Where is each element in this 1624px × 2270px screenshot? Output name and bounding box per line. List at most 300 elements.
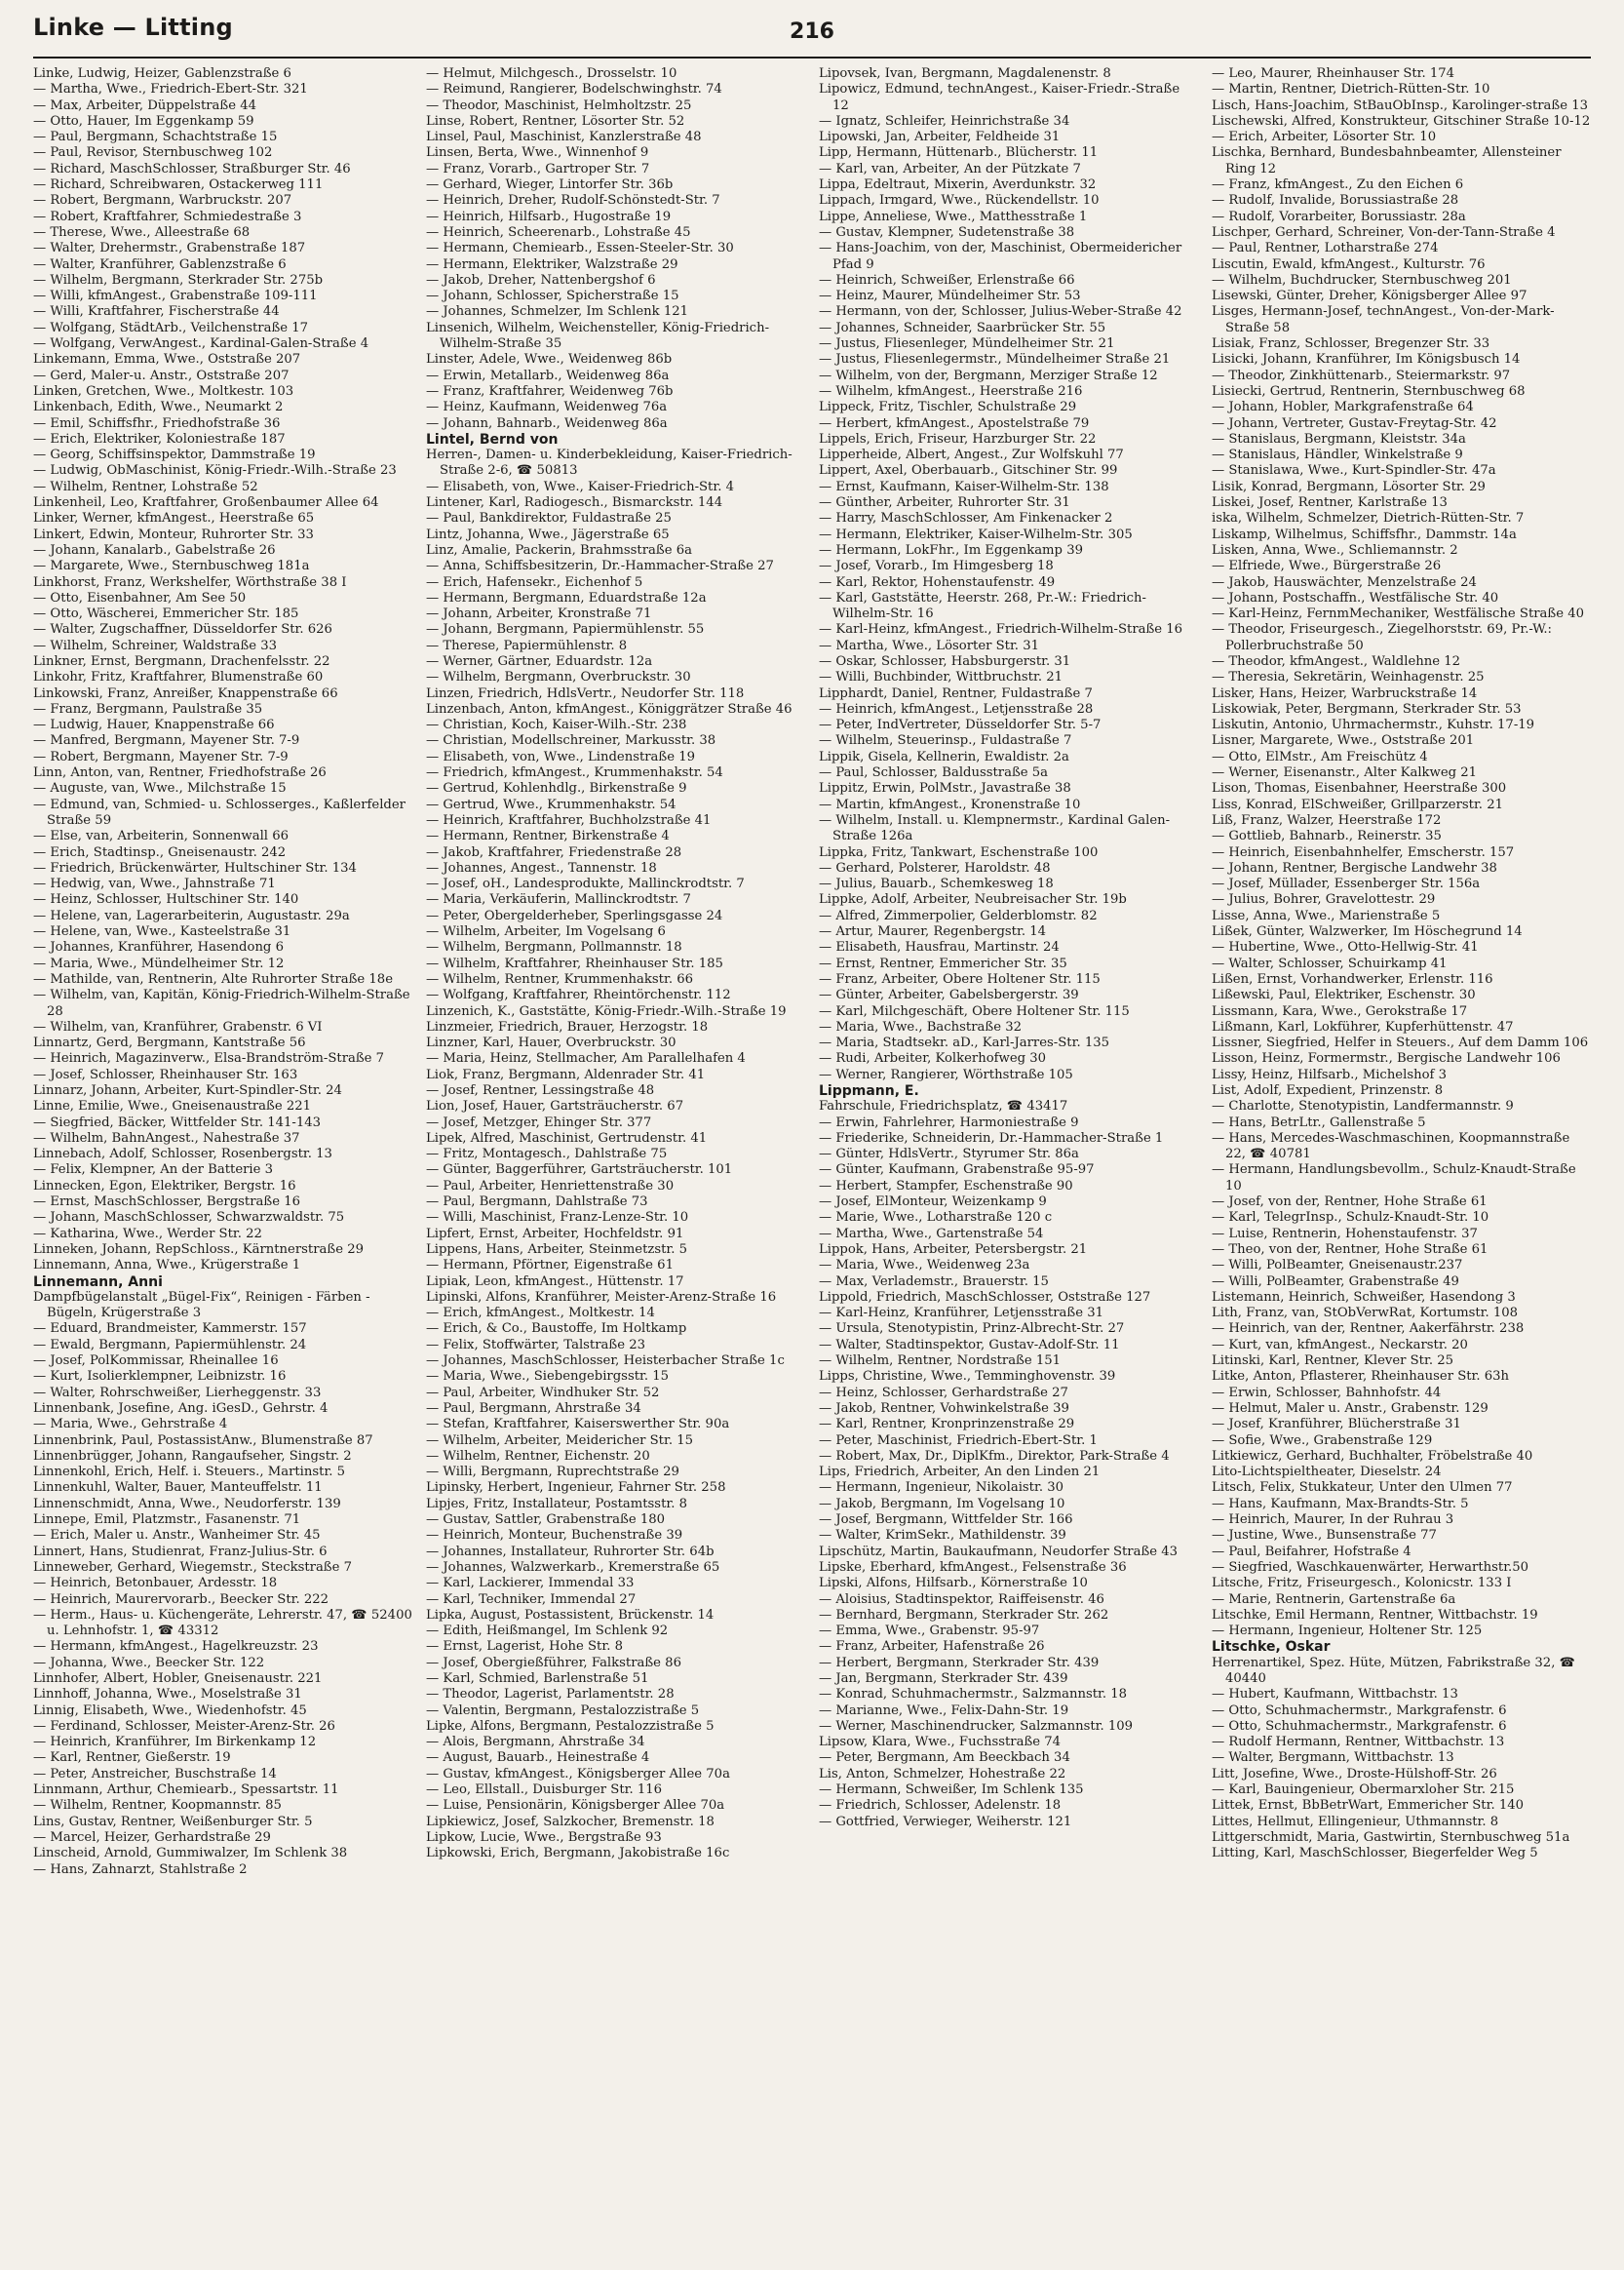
directory-entry: — Otto, Schuhmachermstr., Markgrafenstr. 6 bbox=[1212, 1702, 1507, 1718]
directory-entry: — Gerhard, Polsterer, Haroldstr. 48 bbox=[819, 860, 1051, 876]
directory-entry: — Wilhelm, Bergmann, Sterkrader Str. 275b bbox=[33, 272, 324, 288]
directory-entry: — Martha, Wwe., Gartenstraße 54 bbox=[819, 1226, 1044, 1241]
directory-entry: — Paul, Beifahrer, Hofstraße 4 bbox=[1212, 1544, 1411, 1559]
directory-entry: — Fritz, Montagesch., Dahlstraße 75 bbox=[426, 1147, 668, 1162]
directory-entry: Lintz, Johanna, Wwe., Jägerstraße 65 bbox=[426, 527, 670, 542]
directory-entry: — Rudolf, Invalide, Borussiastraße 28 bbox=[1212, 193, 1459, 209]
directory-entry: — Herm., Haus- u. Küchengeräte, Lehrerstr. 47, ☎ 52400 u. Lehnhofstr. 1, ☎ 43312 bbox=[33, 1607, 412, 1639]
directory-entry: — Peter, Obergelderheber, Sperlingsgasse 24 bbox=[426, 908, 723, 923]
directory-entry: — Aloisius, Stadtinspektor, Raiffeisenstr. 46 bbox=[819, 1591, 1104, 1607]
directory-entry: — Paul, Arbeiter, Henriettenstraße 30 bbox=[426, 1178, 675, 1194]
directory-entry: — Charlotte, Stenotypistin, Landfermannstr. 9 bbox=[1212, 1099, 1514, 1115]
directory-entry: Litt, Josefine, Wwe., Droste-Hülshoff-Str. 26 bbox=[1212, 1766, 1497, 1781]
directory-entry: — Justine, Wwe., Bunsenstraße 77 bbox=[1212, 1528, 1437, 1544]
directory-entry: — Jakob, Kraftfahrer, Friedenstraße 28 bbox=[426, 844, 682, 860]
directory-entry: Lisik, Konrad, Bergmann, Lösorter Str. 29 bbox=[1212, 479, 1486, 494]
directory-entry: — Ernst, Rentner, Emmericher Str. 35 bbox=[819, 956, 1067, 971]
directory-entry: Linzenich, K., Gaststätte, König-Friedr.-Wilh.-Straße 19 bbox=[426, 1003, 787, 1019]
directory-entry: — Erich, Hafensekr., Eichenhof 5 bbox=[426, 574, 643, 590]
directory-entry: — Josef, ElMonteur, Weizenkamp 9 bbox=[819, 1194, 1047, 1210]
directory-entry: — Wilhelm, Kraftfahrer, Rheinhauser Str. 185 bbox=[426, 956, 723, 971]
directory-entry: — Kurt, van, kfmAngest., Neckarstr. 20 bbox=[1212, 1337, 1468, 1352]
directory-entry: Lißmann, Karl, Lokführer, Kupferhüttenstr. 47 bbox=[1212, 1019, 1514, 1035]
directory-entry: Linnmann, Arthur, Chemiearb., Spessartstr. 11 bbox=[33, 1782, 339, 1798]
directory-entry: Lipinsky, Herbert, Ingenieur, Fahrner Str. 258 bbox=[426, 1480, 726, 1496]
directory-entry: — August, Bauarb., Heinestraße 4 bbox=[426, 1750, 650, 1766]
directory-entry: — Heinrich, Kranführer, Im Birkenkamp 12 bbox=[33, 1735, 317, 1750]
directory-entry: — Friedrich, Brückenwärter, Hultschiner Str. 134 bbox=[33, 860, 357, 876]
directory-entry: Linkemann, Emma, Wwe., Oststraße 207 bbox=[33, 352, 301, 368]
directory-entry: — Karl, van, Arbeiter, An der Pützkate 7 bbox=[819, 161, 1081, 176]
directory-entry: Linzenbach, Anton, kfmAngest., Königgrätzer Straße 46 bbox=[426, 701, 793, 717]
directory-entry: — Franz, Bergmann, Paulstraße 35 bbox=[33, 701, 263, 717]
directory-entry: — Karl-Heinz, FernmMechaniker, Westfälische Straße 40 bbox=[1212, 607, 1585, 622]
directory-entry: Lisicki, Johann, Kranführer, Im Königsbusch 14 bbox=[1212, 352, 1521, 368]
directory-entry: — Robert, Max, Dr., DiplKfm., Direktor, Park-Straße 4 bbox=[819, 1448, 1170, 1464]
directory-entry: Linn, Anton, van, Rentner, Friedhofstraße 26 bbox=[33, 765, 327, 781]
directory-entry: Linneweber, Gerhard, Wiegemstr., Steckstraße 7 bbox=[33, 1559, 353, 1575]
directory-entry: — Josef, Vorarb., Im Himgesberg 18 bbox=[819, 559, 1054, 574]
directory-entry: — Maria, Wwe., Gehrstraße 4 bbox=[33, 1417, 228, 1432]
directory-entry: — Erich, Maler u. Anstr., Wanheimer Str. 45 bbox=[33, 1528, 321, 1544]
directory-entry: Lipowski, Jan, Arbeiter, Feldheide 31 bbox=[819, 130, 1061, 145]
directory-entry: Linnemann, Anna, Wwe., Krügerstraße 1 bbox=[33, 1258, 301, 1273]
directory-entry: Linnig, Elisabeth, Wwe., Wiedenhofstr. 45 bbox=[33, 1702, 307, 1718]
directory-entry: — Günter, Arbeiter, Gabelsbergerstr. 39 bbox=[819, 988, 1079, 1003]
directory-entry: — Hans, BetrLtr., Gallenstraße 5 bbox=[1212, 1115, 1426, 1130]
directory-entry: — Maria, Heinz, Stellmacher, Am Parallelhafen 4 bbox=[426, 1051, 746, 1067]
directory-entry: Linken, Gretchen, Wwe., Moltkestr. 103 bbox=[33, 383, 294, 399]
directory-entry: — Hubertine, Wwe., Otto-Hellwig-Str. 41 bbox=[1212, 940, 1479, 956]
directory-entry: Litschke, Emil Hermann, Rentner, Wittbachstr. 19 bbox=[1212, 1607, 1538, 1623]
directory-entry: Linnenkohl, Erich, Helf. i. Steuers., Martinstr. 5 bbox=[33, 1465, 346, 1480]
directory-entry: Linkenbach, Edith, Wwe., Neumarkt 2 bbox=[33, 400, 284, 415]
directory-entry: Lissy, Heinz, Hilfsarb., Michelshof 3 bbox=[1212, 1067, 1447, 1082]
directory-entry: — Paul, Bergmann, Ahrstraße 34 bbox=[426, 1400, 641, 1416]
column-3 bbox=[819, 66, 1198, 2256]
directory-entry: — Otto, ElMstr., Am Freischütz 4 bbox=[1212, 749, 1428, 764]
directory-entry: — Max, Arbeiter, Düppelstraße 44 bbox=[33, 98, 256, 113]
directory-entry: — Wilhelm, Rentner, Nordstraße 151 bbox=[819, 1353, 1062, 1369]
directory-entry: Lipske, Eberhard, kfmAngest., Felsenstraße 36 bbox=[819, 1559, 1127, 1575]
directory-entry: — Willi, Bergmann, Ruprechtstraße 29 bbox=[426, 1465, 679, 1480]
directory-entry: Linz, Amalie, Packerin, Brahmsstraße 6a bbox=[426, 542, 692, 558]
directory-entry: — Elisabeth, von, Wwe., Lindenstraße 19 bbox=[426, 749, 696, 764]
directory-entry: — Walter, Rohrschweißer, Lierheggenstr. 33 bbox=[33, 1385, 322, 1400]
directory-entry: Linsel, Paul, Maschinist, Kanzlerstraße 48 bbox=[426, 130, 702, 145]
directory-entry: — Karl-Heinz, kfmAngest., Friedrich-Wilhelm-Straße 16 bbox=[819, 622, 1183, 638]
directory-entry: Lipschütz, Martin, Baukaufmann, Neudorfer Straße 43 bbox=[819, 1544, 1179, 1559]
directory-entry: — Martin, kfmAngest., Kronenstraße 10 bbox=[819, 797, 1081, 812]
column-1 bbox=[33, 66, 412, 2256]
directory-entry: — Hubert, Kaufmann, Wittbachstr. 13 bbox=[1212, 1687, 1458, 1702]
directory-entry: — Heinz, Schlosser, Hultschiner Str. 140 bbox=[33, 892, 299, 908]
directory-entry: — Leo, Maurer, Rheinhauser Str. 174 bbox=[1212, 66, 1455, 81]
directory-entry: — Herbert, Stampfer, Eschenstraße 90 bbox=[819, 1178, 1073, 1194]
directory-entry: — Walter, Drehermstr., Grabenstraße 187 bbox=[33, 241, 306, 256]
directory-entry: — Jakob, Dreher, Nattenbergshof 6 bbox=[426, 272, 656, 288]
directory-entry: Linnenbrügger, Johann, Rangaufseher, Singstr. 2 bbox=[33, 1448, 352, 1464]
directory-entry: — Werner, Maschinendrucker, Salzmannstr. 109 bbox=[819, 1718, 1134, 1734]
directory-entry: — Siegfried, Waschkauenwärter, Herwarthstr.50 bbox=[1212, 1559, 1529, 1575]
directory-entry: Lips, Friedrich, Arbeiter, An den Linden 21 bbox=[819, 1465, 1101, 1480]
directory-entry: Lipek, Alfred, Maschinist, Gertrudenstr. 41 bbox=[426, 1130, 708, 1146]
directory-entry: — Hermann, Pförtner, Eigenstraße 61 bbox=[426, 1258, 674, 1273]
directory-entry: — Luise, Pensionärin, Königsberger Allee 70a bbox=[426, 1798, 725, 1814]
directory-entry: Linnartz, Gerd, Bergmann, Kantstraße 56 bbox=[33, 1036, 306, 1051]
directory-entry: Lisiecki, Gertrud, Rentnerin, Sternbuschweg 68 bbox=[1212, 383, 1526, 399]
directory-entry: Lippach, Irmgard, Wwe., Rückendellstr. 10 bbox=[819, 193, 1100, 209]
directory-entry: Liskei, Josef, Rentner, Karlstraße 13 bbox=[1212, 495, 1448, 511]
directory-entry: Linne, Emilie, Wwe., Gneisenaustraße 221 bbox=[33, 1099, 312, 1115]
directory-entry: Lito-Lichtspieltheater, Dieselstr. 24 bbox=[1212, 1465, 1442, 1480]
directory-entry: — Siegfried, Bäcker, Wittfelder Str. 141-143 bbox=[33, 1115, 322, 1130]
directory-entry: — Erwin, Schlosser, Bahnhofstr. 44 bbox=[1212, 1385, 1442, 1400]
directory-entry: — Willi, PolBeamter, Gneisenaustr.237 bbox=[1212, 1258, 1463, 1273]
directory-entry: — Johann, Schlosser, Spicherstraße 15 bbox=[426, 289, 679, 304]
directory-entry: — Friederike, Schneiderin, Dr.-Hammacher-Straße 1 bbox=[819, 1130, 1164, 1146]
directory-entry: — Bernhard, Bergmann, Sterkrader Str. 262 bbox=[819, 1607, 1109, 1623]
directory-entry: — Ernst, Lagerist, Hohe Str. 8 bbox=[426, 1639, 623, 1655]
directory-entry: — Helmut, Milchgesch., Drosselstr. 10 bbox=[426, 66, 677, 81]
directory-entry: Lisker, Hans, Heizer, Warbruckstraße 14 bbox=[1212, 685, 1478, 701]
directory-entry: — Walter, KrimSekr., Mathildenstr. 39 bbox=[819, 1528, 1066, 1544]
directory-entry: — Peter, Maschinist, Friedrich-Ebert-Str. 1 bbox=[819, 1432, 1098, 1448]
directory-entry: Lippok, Hans, Arbeiter, Petersbergstr. 21 bbox=[819, 1241, 1088, 1257]
directory-entry: Littgerschmidt, Maria, Gastwirtin, Sternbuschweg 51a bbox=[1212, 1829, 1570, 1845]
directory-entry: Lintener, Karl, Radiogesch., Bismarckstr. 144 bbox=[426, 495, 723, 511]
directory-entry: — Wolfgang, StädtArb., Veilchenstraße 17 bbox=[33, 320, 309, 335]
directory-entry: — Jakob, Rentner, Vohwinkelstraße 39 bbox=[819, 1400, 1069, 1416]
directory-entry: Lissner, Siegfried, Helfer in Steuers., Auf dem Damm 106 bbox=[1212, 1036, 1589, 1051]
directory-entry: — Maria, Wwe., Bachstraße 32 bbox=[819, 1019, 1022, 1035]
directory-entry: — Willi, PolBeamter, Grabenstraße 49 bbox=[1212, 1273, 1459, 1289]
directory-entry: — Ernst, MaschSchlosser, Bergstraße 16 bbox=[33, 1194, 300, 1210]
directory-entry: Lisken, Anna, Wwe., Schliemannstr. 2 bbox=[1212, 542, 1458, 558]
directory-entry: — Franz, Vorarb., Gartroper Str. 7 bbox=[426, 161, 650, 176]
directory-entry: — Emma, Wwe., Grabenstr. 95-97 bbox=[819, 1624, 1040, 1639]
directory-entry: — Peter, Anstreicher, Buschstraße 14 bbox=[33, 1766, 277, 1781]
directory-entry: — Franz, Arbeiter, Obere Holtener Str. 115 bbox=[819, 971, 1101, 987]
directory-entry: — Wilhelm, kfmAngest., Heerstraße 216 bbox=[819, 383, 1083, 399]
directory-entry: — Theo, von der, Rentner, Hohe Straße 61 bbox=[1212, 1241, 1489, 1257]
directory-entry: — Heinrich, Magazinverw., Elsa-Brandström-Straße 7 bbox=[33, 1051, 385, 1067]
directory-entry: Linnenbank, Josefine, Ang. iGesD., Gehrstr. 4 bbox=[33, 1400, 329, 1416]
directory-entry: Lißek, Günter, Walzwerker, Im Höschegrund 14 bbox=[1212, 924, 1523, 940]
directory-entry: — Johann, MaschSchlosser, Schwarzwaldstr. 75 bbox=[33, 1210, 345, 1226]
directory-entry: — Johann, Vertreter, Gustav-Freytag-Str. 42 bbox=[1212, 415, 1497, 431]
directory-entry: — Julius, Bohrer, Gravelottestr. 29 bbox=[1212, 892, 1436, 908]
directory-entry: Lipiak, Leon, kfmAngest., Hüttenstr. 17 bbox=[426, 1273, 684, 1289]
directory-entry: — Johannes, Schmelzer, Im Schlenk 121 bbox=[426, 304, 689, 320]
directory-entry: — Franz, kfmAngest., Zu den Eichen 6 bbox=[1212, 177, 1464, 193]
directory-entry: — Günter, Kaufmann, Grabenstraße 95-97 bbox=[819, 1162, 1095, 1178]
directory-entry: — Heinz, Schlosser, Gerhardstraße 27 bbox=[819, 1385, 1068, 1400]
directory-entry: Lith, Franz, van, StObVerwRat, Kortumstr. 108 bbox=[1212, 1306, 1519, 1321]
directory-entry: — Hermann, LokFhr., Im Eggenkamp 39 bbox=[819, 542, 1083, 558]
directory-entry: — Josef, Obergießführer, Falkstraße 86 bbox=[426, 1655, 681, 1670]
directory-entry: — Leo, Ellstall., Duisburger Str. 116 bbox=[426, 1782, 663, 1798]
directory-entry: — Robert, Kraftfahrer, Schmiedestraße 3 bbox=[33, 209, 302, 224]
directory-entry: — Luise, Rentnerin, Hohenstaufenstr. 37 bbox=[1212, 1226, 1478, 1241]
directory-entry: Linnhofer, Albert, Hobler, Gneisenaustr. 221 bbox=[33, 1670, 323, 1686]
directory-entry: — Martha, Wwe., Friedrich-Ebert-Str. 321 bbox=[33, 82, 308, 98]
directory-entry: — Paul, Rentner, Lotharstraße 274 bbox=[1212, 241, 1439, 256]
directory-entry: — Johannes, Kranführer, Hasendong 6 bbox=[33, 940, 284, 956]
directory-entry: Linsen, Berta, Wwe., Winnenhof 9 bbox=[426, 145, 649, 161]
directory-entry: — Karl, Rentner, Gießerstr. 19 bbox=[33, 1750, 231, 1766]
directory-entry: Lion, Josef, Hauer, Gartsträucherstr. 67 bbox=[426, 1099, 684, 1115]
directory-entry: — Friedrich, kfmAngest., Krummenhakstr. 54 bbox=[426, 765, 723, 781]
directory-entry: — Paul, Bergmann, Dahlstraße 73 bbox=[426, 1194, 648, 1210]
directory-entry: — Günther, Arbeiter, Ruhrorter Str. 31 bbox=[819, 495, 1070, 511]
directory-entry: — Hermann, Ingenieur, Nikolaistr. 30 bbox=[819, 1480, 1063, 1496]
directory-entry: Lißen, Ernst, Vorhandwerker, Erlenstr. 116 bbox=[1212, 971, 1493, 987]
directory-entry: — Harry, MaschSchlosser, Am Finkenacker 2 bbox=[819, 511, 1113, 527]
directory-entry: — Hermann, Bergmann, Eduardstraße 12a bbox=[426, 590, 707, 606]
directory-entry: — Robert, Bergmann, Mayener Str. 7-9 bbox=[33, 749, 289, 764]
directory-entry: Littes, Hellmut, Ellingenieur, Uthmannstr. 8 bbox=[1212, 1814, 1499, 1829]
directory-entry: — Walter, Kranführer, Gablenzstraße 6 bbox=[33, 256, 287, 272]
directory-entry: Lipinski, Alfons, Kranführer, Meister-Arenz-Straße 16 bbox=[426, 1289, 777, 1305]
directory-entry: — Marcel, Heizer, Gerhardstraße 29 bbox=[33, 1829, 271, 1845]
directory-entry: — Wilhelm, van, Kapitän, König-Friedrich-Wilhelm-Straße 28 bbox=[33, 988, 410, 1019]
directory-entry: — Heinrich, Betonbauer, Ardesstr. 18 bbox=[33, 1576, 278, 1591]
directory-entry: Lippke, Adolf, Arbeiter, Neubreisacher Str. 19b bbox=[819, 892, 1127, 908]
directory-entry: — Johann, Hobler, Markgrafenstraße 64 bbox=[1212, 400, 1474, 415]
directory-entry: — Johann, Arbeiter, Kronstraße 71 bbox=[426, 607, 652, 622]
directory-entry: — Heinrich, Maurer, In der Ruhrau 3 bbox=[1212, 1512, 1454, 1528]
page-header bbox=[33, 14, 1591, 59]
directory-entry: — Rudolf Hermann, Rentner, Wittbachstr. 13 bbox=[1212, 1735, 1505, 1750]
directory-entry: Lison, Thomas, Eisenbahner, Heerstraße 300 bbox=[1212, 781, 1507, 797]
directory-entry: — Mathilde, van, Rentnerin, Alte Ruhrorter Straße 18e bbox=[33, 971, 394, 987]
directory-entry: — Hans, Kaufmann, Max-Brandts-Str. 5 bbox=[1212, 1496, 1469, 1511]
directory-entry: — Sofie, Wwe., Grabenstraße 129 bbox=[1212, 1432, 1433, 1448]
directory-entry: — Elfriede, Wwe., Bürgerstraße 26 bbox=[1212, 559, 1442, 574]
directory-entry: — Martha, Wwe., Lösorter Str. 31 bbox=[819, 638, 1039, 653]
directory-entry: Lipfert, Ernst, Arbeiter, Hochfeldstr. 91 bbox=[426, 1226, 684, 1241]
directory-entry: — Justus, Fliesenlegermstr., Mündelheimer Straße 21 bbox=[819, 352, 1171, 368]
directory-entry: Linneken, Johann, RepSchloss., Kärntnerstraße 29 bbox=[33, 1241, 364, 1257]
directory-entry: — Maria, Wwe., Weidenweg 23a bbox=[819, 1258, 1030, 1273]
directory-entry: Fahrschule, Friedrichsplatz, ☎ 43417 bbox=[819, 1099, 1068, 1115]
directory-entry: — Christian, Modellschreiner, Markusstr. 38 bbox=[426, 733, 716, 749]
directory-entry: Litke, Anton, Pflasterer, Rheinhauser Str. 63h bbox=[1212, 1369, 1510, 1385]
directory-entry: — Wolfgang, Kraftfahrer, Rheintörchenstr. 112 bbox=[426, 988, 731, 1003]
directory-entry: — Auguste, van, Wwe., Milchstraße 15 bbox=[33, 781, 287, 797]
directory-entry: — Marie, Rentnerin, Gartenstraße 6a bbox=[1212, 1591, 1456, 1607]
directory-entry: — Heinrich, Scheerenarb., Lohstraße 45 bbox=[426, 224, 691, 240]
directory-entry: — Maria, Verkäuferin, Mallinckrodtstr. 7 bbox=[426, 892, 691, 908]
directory-entry: — Ewald, Bergmann, Papiermühlenstr. 24 bbox=[33, 1337, 307, 1352]
directory-entry: — Hedwig, van, Wwe., Jahnstraße 71 bbox=[33, 877, 276, 892]
directory-entry: — Johannes, Walzwerkarb., Kremerstraße 65 bbox=[426, 1559, 720, 1575]
directory-entry: Linnarz, Johann, Arbeiter, Kurt-Spindler-Str. 24 bbox=[33, 1083, 342, 1098]
directory-entry: Lippe, Anneliese, Wwe., Matthesstraße 1 bbox=[819, 209, 1088, 224]
directory-entry: Lisewski, Günter, Dreher, Königsberger Allee 97 bbox=[1212, 289, 1527, 304]
directory-entry: Lipps, Christine, Wwe., Temminghovenstr. 39 bbox=[819, 1369, 1116, 1385]
directory-entry: Lissmann, Kara, Wwe., Gerokstraße 17 bbox=[1212, 1003, 1468, 1019]
directory-entry: — Franz, Arbeiter, Hafenstraße 26 bbox=[819, 1639, 1045, 1655]
directory-entry: Lippik, Gisela, Kellnerin, Ewaldistr. 2a bbox=[819, 749, 1069, 764]
directory-entry: — Felix, Klempner, An der Batterie 3 bbox=[33, 1162, 274, 1178]
directory-entry: — Theresia, Sekretärin, Weinhagenstr. 25 bbox=[1212, 670, 1485, 685]
directory-entry: — Walter, Stadtinspektor, Gustav-Adolf-Str. 11 bbox=[819, 1337, 1120, 1352]
directory-entry: — Wilhelm, van, Kranführer, Grabenstr. 6 VI bbox=[33, 1019, 323, 1035]
directory-entry: Lippert, Axel, Oberbauarb., Gitschiner Str. 99 bbox=[819, 463, 1118, 479]
directory-entry: — Peter, IndVertreter, Düsseldorfer Str. 5-7 bbox=[819, 718, 1102, 733]
directory-entry: — Alfred, Zimmerpolier, Gelderblomstr. 82 bbox=[819, 908, 1098, 923]
directory-entry: — Hermann, Chemiearb., Essen-Steeler-Str. 30 bbox=[426, 241, 734, 256]
directory-entry: — Johann, Bergmann, Papiermühlenstr. 55 bbox=[426, 622, 705, 638]
directory-entry: Litinski, Karl, Rentner, Klever Str. 25 bbox=[1212, 1353, 1454, 1369]
directory-entry: — Wilhelm, von der, Bergmann, Merziger Straße 12 bbox=[819, 368, 1158, 383]
directory-entry: — Walter, Bergmann, Wittbachstr. 13 bbox=[1212, 1750, 1454, 1766]
directory-entry: Linke, Ludwig, Heizer, Gablenzstraße 6 bbox=[33, 66, 291, 81]
directory-entry: — Otto, Hauer, Im Eggenkamp 59 bbox=[33, 113, 254, 129]
directory-entry: Lißewski, Paul, Elektriker, Eschenstr. 30 bbox=[1212, 988, 1476, 1003]
directory-entry: — Rudi, Arbeiter, Kolkerhofweg 30 bbox=[819, 1051, 1047, 1067]
directory-entry: Lipka, August, Postassistent, Brückenstr. 14 bbox=[426, 1607, 715, 1623]
directory-entry: — Johannes, Angest., Tannenstr. 18 bbox=[426, 860, 657, 876]
directory-entry: Lippmann, E. bbox=[819, 1083, 919, 1099]
directory-entry: — Heinrich, van der, Rentner, Aakerfährstr. 238 bbox=[1212, 1321, 1525, 1337]
directory-entry: Littek, Ernst, BbBetrWart, Emmericher Str. 140 bbox=[1212, 1798, 1525, 1814]
directory-entry: — Hans, Mercedes-Waschmaschinen, Koopmannstraße 22, ☎ 40781 bbox=[1212, 1130, 1570, 1162]
directory-entry: — Otto, Eisenbahner, Am See 50 bbox=[33, 590, 247, 606]
directory-entry: — Josef, Metzger, Ehinger Str. 377 bbox=[426, 1115, 652, 1130]
directory-entry: — Josef, Rentner, Lessingstraße 48 bbox=[426, 1083, 655, 1098]
directory-entry: — Rudolf, Vorarbeiter, Borussiastr. 28a bbox=[1212, 209, 1466, 224]
directory-entry: — Josef, oH., Landesprodukte, Mallinckrodtstr. 7 bbox=[426, 877, 745, 892]
directory-entry: Lisiak, Franz, Schlosser, Bregenzer Str. 33 bbox=[1212, 336, 1490, 352]
directory-entry: — Hermann, Ingenieur, Holtener Str. 125 bbox=[1212, 1624, 1483, 1639]
directory-entry: Linnecken, Egon, Elektriker, Bergstr. 16 bbox=[33, 1178, 296, 1194]
directory-entry: — Maria, Stadtsekr. aD., Karl-Jarres-Str. 135 bbox=[819, 1036, 1110, 1051]
directory-entry: Liok, Franz, Bergmann, Aldenrader Str. 41 bbox=[426, 1067, 706, 1082]
directory-entry: Linker, Werner, kfmAngest., Heerstraße 65 bbox=[33, 511, 315, 527]
directory-entry: — Heinz, Kaufmann, Weidenweg 76a bbox=[426, 400, 668, 415]
directory-entry: Lisson, Heinz, Formermstr., Bergische Landwehr 106 bbox=[1212, 1051, 1561, 1067]
directory-entry: — Wilhelm, Bergmann, Pollmannstr. 18 bbox=[426, 940, 682, 956]
directory-entry: — Heinrich, Dreher, Rudolf-Schönstedt-Str. 7 bbox=[426, 193, 720, 209]
directory-entry: — Heinrich, Schweißer, Erlenstraße 66 bbox=[819, 272, 1075, 288]
directory-entry: — Karl, Techniker, Immendal 27 bbox=[426, 1591, 637, 1607]
directory-entry: — Heinrich, Monteur, Buchenstraße 39 bbox=[426, 1528, 683, 1544]
directory-entry: — Christian, Koch, Kaiser-Wilh.-Str. 238 bbox=[426, 718, 687, 733]
directory-entry: — Gustav, Klempner, Sudetenstraße 38 bbox=[819, 224, 1075, 240]
directory-entry: — Hermann, Schweißer, Im Schlenk 135 bbox=[819, 1782, 1084, 1798]
column-4 bbox=[1212, 66, 1591, 2256]
directory-entry: — Helene, van, Lagerarbeiterin, Augustastr. 29a bbox=[33, 908, 350, 923]
directory-entry: Lis, Anton, Schmelzer, Hohestraße 22 bbox=[819, 1766, 1066, 1781]
directory-entry: Lischper, Gerhard, Schreiner, Von-der-Tann-Straße 4 bbox=[1212, 224, 1556, 240]
directory-entry: Linnert, Hans, Studienrat, Franz-Julius-Str. 6 bbox=[33, 1544, 328, 1559]
directory-entry: — Helene, van, Wwe., Kasteelstraße 31 bbox=[33, 924, 291, 940]
directory-entry: — Else, van, Arbeiterin, Sonnenwall 66 bbox=[33, 829, 289, 844]
directory-entry: Lippa, Edeltraut, Mixerin, Averdunkstr. 32 bbox=[819, 177, 1097, 193]
directory-entry: Linnenkuhl, Walter, Bauer, Manteuffelstr. 11 bbox=[33, 1480, 323, 1496]
directory-entry: — Willi, kfmAngest., Grabenstraße 109-111 bbox=[33, 289, 318, 304]
directory-entry: — Theodor, Zinkhüttenarb., Steiermarkstr. 97 bbox=[1212, 368, 1511, 383]
directory-entry: Lipkowski, Erich, Bergmann, Jakobistraße 16c bbox=[426, 1846, 730, 1861]
directory-entry: iska, Wilhelm, Schmelzer, Dietrich-Rütten-Str. 7 bbox=[1212, 511, 1525, 527]
directory-entry: Litsche, Fritz, Friseurgesch., Kolonicstr. 133 I bbox=[1212, 1576, 1512, 1591]
directory-entry: — Elisabeth, Hausfrau, Martinstr. 24 bbox=[819, 940, 1060, 956]
directory-entry: — Werner, Gärtner, Eduardstr. 12a bbox=[426, 653, 653, 669]
directory-entry: Lipsow, Klara, Wwe., Fuchsstraße 74 bbox=[819, 1735, 1062, 1750]
directory-entry: Lisse, Anna, Wwe., Marienstraße 5 bbox=[1212, 908, 1441, 923]
directory-entry: — Edmund, van, Schmied- u. Schlosserges., Kaßlerfelder Straße 59 bbox=[33, 797, 406, 828]
directory-entry: — Alois, Bergmann, Ahrstraße 34 bbox=[426, 1735, 645, 1750]
directory-entry: — Julius, Bauarb., Schemkesweg 18 bbox=[819, 877, 1054, 892]
directory-entry: Liscutin, Ewald, kfmAngest., Kulturstr. 76 bbox=[1212, 256, 1486, 272]
directory-entry: — Otto, Schuhmachermstr., Markgrafenstr. 6 bbox=[1212, 1718, 1507, 1734]
directory-entry: Linkner, Ernst, Bergmann, Drachenfelsstr. 22 bbox=[33, 653, 330, 669]
directory-entry: — Otto, Wäscherei, Emmericher Str. 185 bbox=[33, 607, 299, 622]
directory-entry: Lintel, Bernd von bbox=[426, 431, 559, 448]
directory-entry: — Wilhelm, Steuerinsp., Fuldastraße 7 bbox=[819, 733, 1072, 749]
directory-entry: — Friedrich, Schlosser, Adelenstr. 18 bbox=[819, 1798, 1062, 1814]
directory-entry: — Karl-Heinz, Kranführer, Letjensstraße 31 bbox=[819, 1306, 1103, 1321]
directory-entry: — Heinz, Maurer, Mündelheimer Str. 53 bbox=[819, 289, 1081, 304]
directory-entry: Listemann, Heinrich, Schweißer, Hasendong 3 bbox=[1212, 1289, 1516, 1305]
directory-entry: Linkohr, Fritz, Kraftfahrer, Blumenstraße 60 bbox=[33, 670, 324, 685]
directory-entry: Liss, Konrad, ElSchweißer, Grillparzerstr. 21 bbox=[1212, 797, 1503, 812]
directory-entry: — Josef, Müllader, Essenberger Str. 156a bbox=[1212, 877, 1481, 892]
directory-entry: Linkenheil, Leo, Kraftfahrer, Großenbaumer Allee 64 bbox=[33, 495, 379, 511]
directory-entry: — Paul, Bankdirektor, Fuldastraße 25 bbox=[426, 511, 672, 527]
directory-entry: — Theodor, kfmAngest., Waldlehne 12 bbox=[1212, 653, 1461, 669]
directory-entry: — Stanislaus, Händler, Winkelstraße 9 bbox=[1212, 448, 1463, 463]
directory-entry: — Paul, Bergmann, Schachtstraße 15 bbox=[33, 130, 278, 145]
directory-entry: — Stanislaus, Bergmann, Kleiststr. 34a bbox=[1212, 431, 1466, 447]
directory-entry: List, Adolf, Expedient, Prinzenstr. 8 bbox=[1212, 1083, 1444, 1098]
directory-entry: Lipovsek, Ivan, Bergmann, Magdalenenstr. 8 bbox=[819, 66, 1111, 81]
directory-entry: — Wilhelm, Rentner, Eichenstr. 20 bbox=[426, 1448, 650, 1464]
directory-entry: — Werner, Rangierer, Wörthstraße 105 bbox=[819, 1067, 1073, 1082]
name-range-heading: Linke — Litting bbox=[33, 14, 233, 41]
directory-entry: — Edith, Heißmangel, Im Schlenk 92 bbox=[426, 1624, 669, 1639]
directory-entry: Linsenich, Wilhelm, Weichensteller, König-Friedrich-Wilhelm-Straße 35 bbox=[426, 320, 770, 352]
directory-entry: Lipkow, Lucie, Wwe., Bergstraße 93 bbox=[426, 1829, 662, 1845]
directory-entry: Lipkiewicz, Josef, Salzkocher, Bremenstr. 18 bbox=[426, 1814, 715, 1829]
directory-entry: — Johanna, Wwe., Beecker Str. 122 bbox=[33, 1655, 265, 1670]
directory-entry: — Ignatz, Schleifer, Heinrichstraße 34 bbox=[819, 113, 1070, 129]
directory-entry: — Felix, Stoffwärter, Talstraße 23 bbox=[426, 1337, 645, 1352]
directory-entry: — Johann, Bahnarb., Weidenweg 86a bbox=[426, 415, 668, 431]
directory-entry: — Wilhelm, Arbeiter, Meidericher Str. 15 bbox=[426, 1432, 693, 1448]
directory-entry: — Hermann, von der, Schlosser, Julius-Weber-Straße 42 bbox=[819, 304, 1182, 320]
directory-entry: — Anna, Schiffsbesitzerin, Dr.-Hammacher-Straße 27 bbox=[426, 559, 774, 574]
directory-entry: — Artur, Maurer, Regenbergstr. 14 bbox=[819, 924, 1046, 940]
directory-entry: Herren-, Damen- u. Kinderbekleidung, Kaiser-Friedrich-Straße 2-6, ☎ 50813 bbox=[426, 448, 793, 479]
directory-entry: Liskamp, Wilhelmus, Schiffsfhr., Dammstr. 14a bbox=[1212, 527, 1517, 542]
directory-entry: Herrenartikel, Spez. Hüte, Mützen, Fabrikstraße 32, ☎ 40440 bbox=[1212, 1655, 1576, 1686]
directory-entry: — Helmut, Maler u. Anstr., Grabenstr. 129 bbox=[1212, 1400, 1489, 1416]
directory-entry: — Walter, Zugschaffner, Düsseldorfer Str. 626 bbox=[33, 622, 332, 638]
directory-entry: Liß, Franz, Walzer, Heerstraße 172 bbox=[1212, 812, 1442, 828]
directory-entry: Lischewski, Alfred, Konstrukteur, Gitschiner Straße 10-12 bbox=[1212, 113, 1591, 129]
directory-entry: — Martin, Rentner, Dietrich-Rütten-Str. 10 bbox=[1212, 82, 1490, 98]
directory-entry: — Wilhelm, Buchdrucker, Sternbuschweg 201 bbox=[1212, 272, 1512, 288]
directory-entry: — Johannes, Schneider, Saarbrücker Str. 55 bbox=[819, 320, 1106, 335]
directory-entry: — Justus, Fliesenleger, Mündelheimer Str. 21 bbox=[819, 336, 1115, 352]
directory-entry: — Hermann, Handlungsbevollm., Schulz-Knaudt-Straße 10 bbox=[1212, 1162, 1576, 1194]
directory-entry: — Emil, Schiffsfhr., Friedhofstraße 36 bbox=[33, 415, 281, 431]
directory-entry: — Stanislawa, Wwe., Kurt-Spindler-Str. 47a bbox=[1212, 463, 1496, 479]
